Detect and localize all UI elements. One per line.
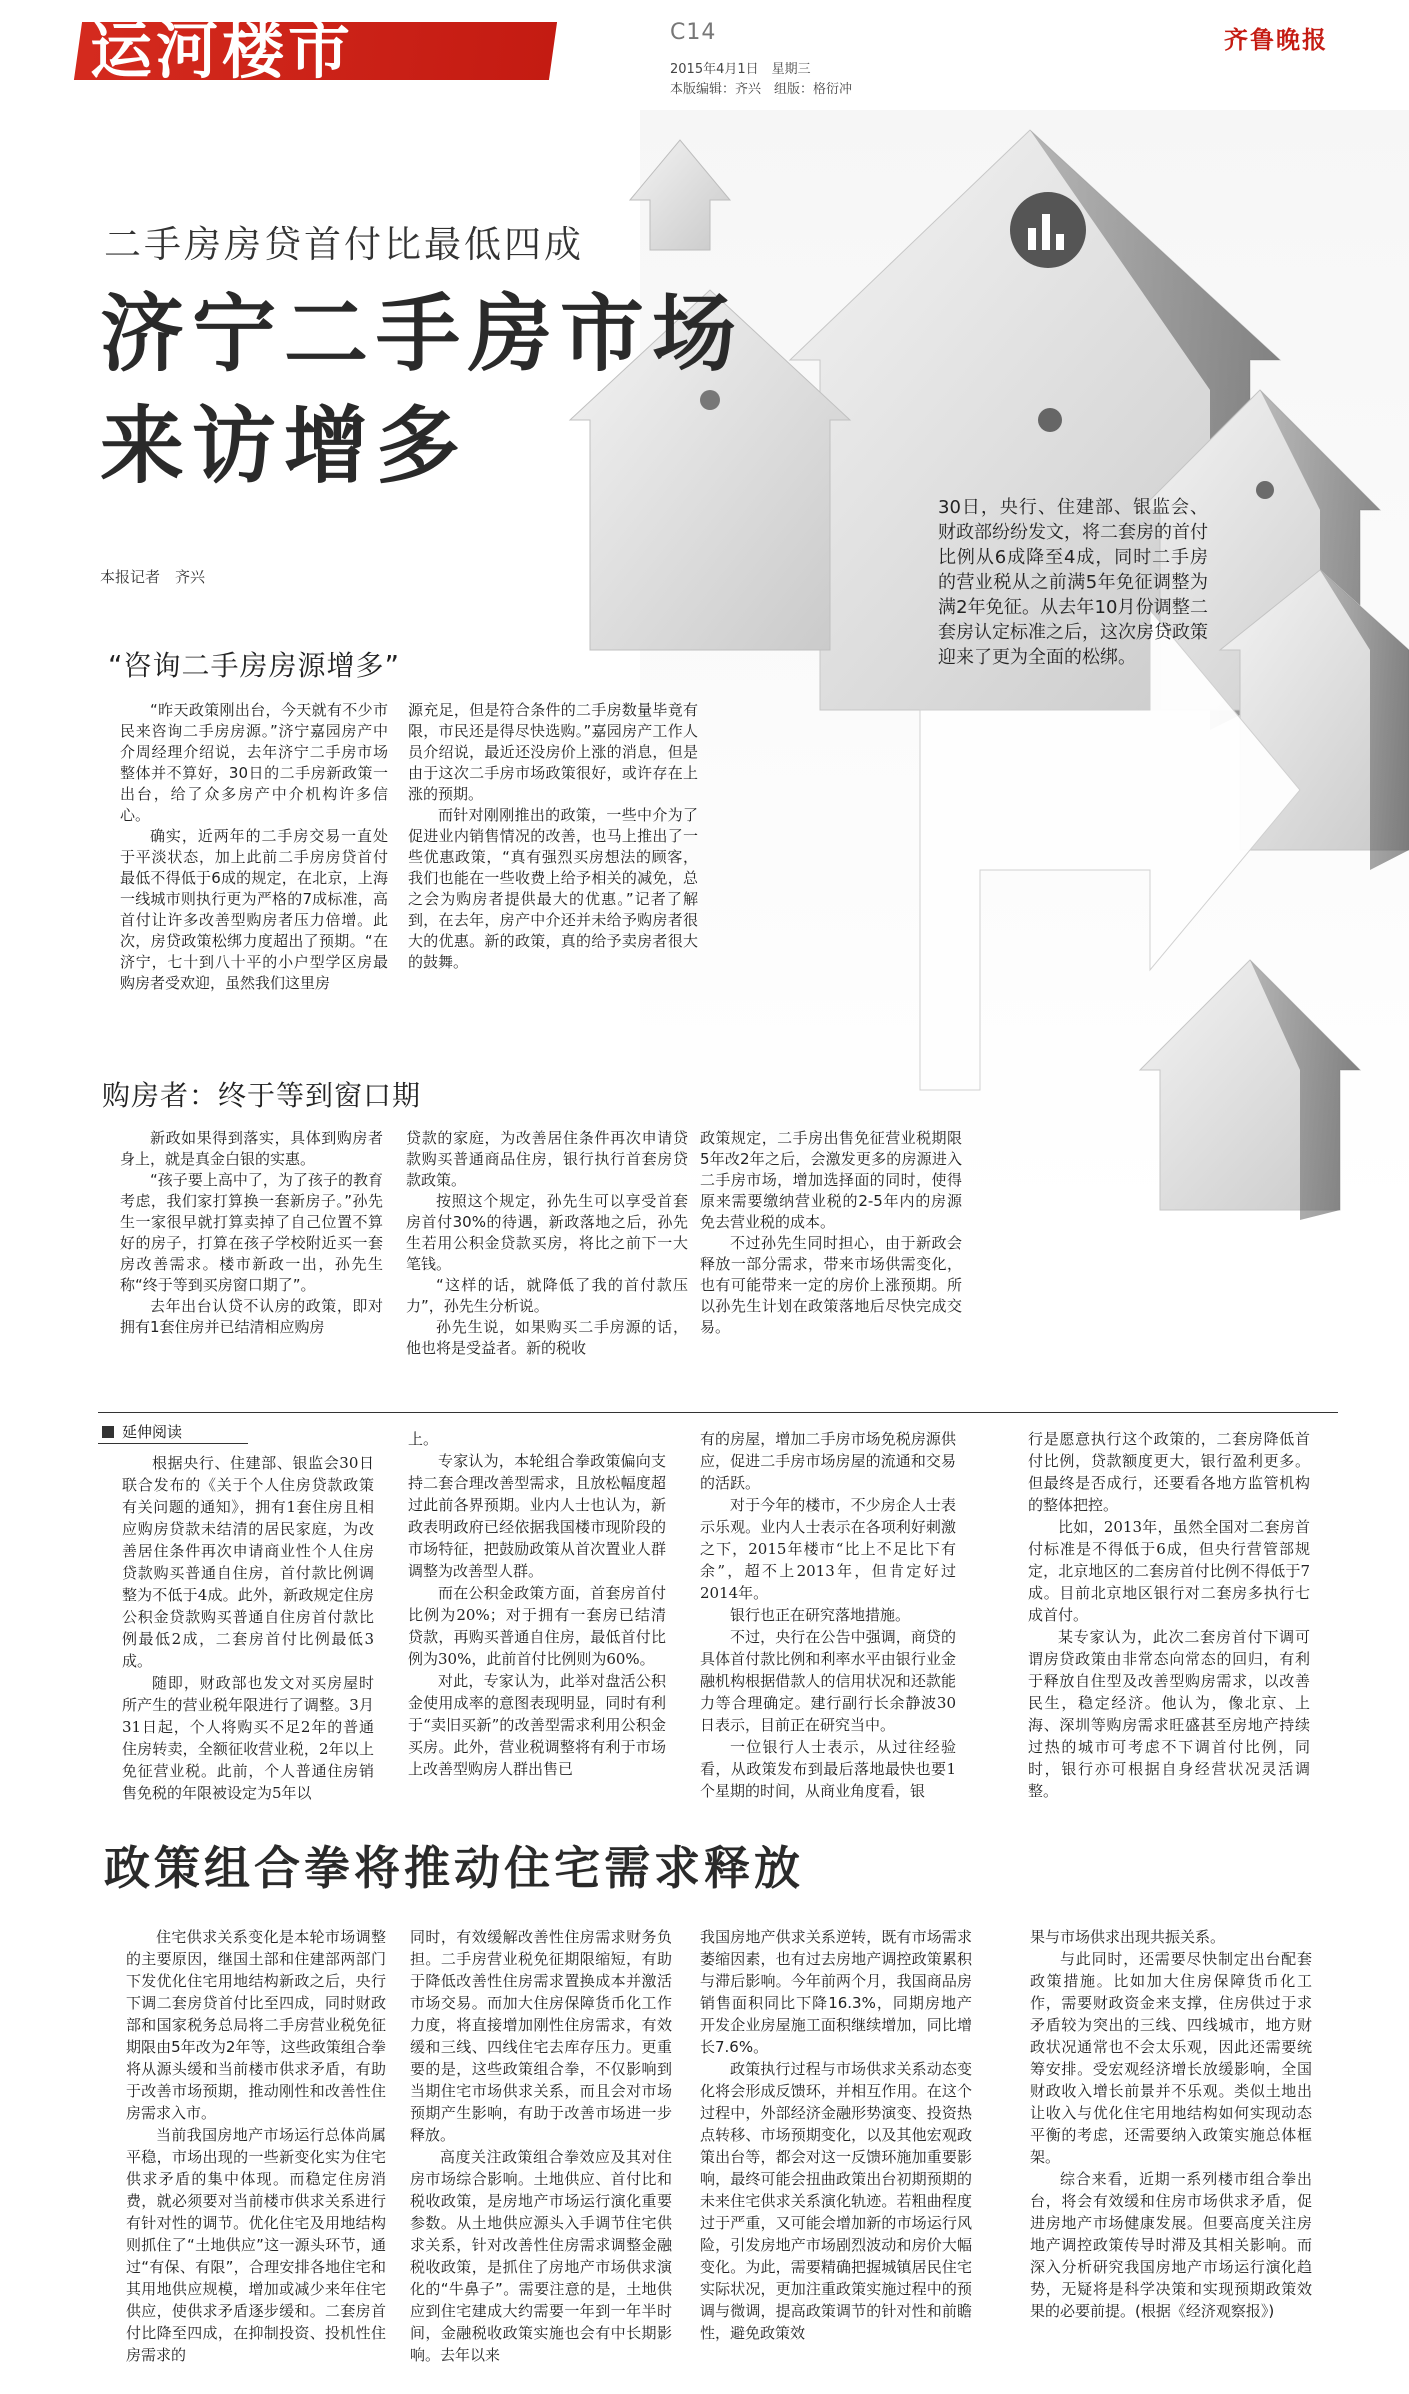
paragraph: 某专家认为，此次二套房首付下调可谓房贷政策由非常态向常态的回归，有利于释放自住型及改善型购房需求，以改善民生，稳定经济。他认为，像北京、上海、深圳等购房需求旺盛甚至房地产持续过热的城市可考虑不下调首付比例，同时，银行亦可根据自身经营状况灵活调整。 (1028, 1628, 1310, 1800)
kicker: 二手房房贷首付比最低四成 (104, 223, 584, 266)
date-line: 2015年4月1日 星期三 (670, 62, 811, 77)
divider (98, 1412, 1338, 1413)
paragraph: 银行也正在研究落地措施。 (730, 1606, 911, 1624)
lead-paragraph: 30日，央行、住建部、银监会、财政部纷纷发文，将二套房的首付比例从6成降至4成，同时二手房的营业税从之前满5年免征调整为满2年免征。从去年10月份调整二套房认定标准之后，这次房贷政策迎来了更为全面的松绑。 (938, 497, 1208, 668)
editor-line: 本版编辑：齐兴 组版：格衍冲 (670, 82, 853, 97)
paragraph: 一位银行人士表示，从过往经验看，从政策发布到最后落地最快也要1个星期的时间，从商业角度看，银 (700, 1738, 956, 1800)
section1-column-1 (120, 700, 388, 994)
paragraph: 新政如果得到落实，具体到购房者身上，就是真金白银的实惠。 (120, 1129, 383, 1168)
paragraph: 有的房屋，增加二手房市场免税房源供应，促进二手房市场房屋的流通和交易的活跃。 (700, 1430, 956, 1492)
paragraph: 孙先生说，如果购买二手房源的话，他也将是受益者。新的税收 (406, 1318, 688, 1357)
extended-reading-label: 延伸阅读 (98, 1420, 248, 1444)
subhead-inquiries: “咨询二手房房源增多” (108, 649, 401, 682)
paragraph: 对此，专家认为，此举对盘活公积金使用成率的意图表现明显，同时有利于“卖旧买新”的改善型需求利用公积金买房。此外，营业税调整将有利于市场上改善型购房人群出售已 (408, 1672, 666, 1778)
masthead (78, 14, 1338, 97)
paragraph: 贷款的家庭，为改善居住条件再次申请贷款购买普通商品住房，银行执行首套房贷款政策。 (406, 1129, 688, 1189)
paragraph: 而针对刚刚推出的政策，一些中介为了促进业内销售情况的改善，也马上推出了一些优惠政策，“真有强烈买房想法的顾客，我们也能在一些收费上给予相关的减免，总之会为购房者提供最大的优惠。”记者了解到，在去年，房产中介还并未给予购房者很大的优惠。新的政策，真的给予卖房者很大的鼓舞。 (408, 806, 698, 971)
section1-column-2 (408, 700, 698, 973)
paragraph: “孩子要上高中了，为了孩子的教育考虑，我们家打算换一套新房子。”孙先生一家很早就打算卖掉了自己位置不算好的房子，打算在孩子学校附近买一套房改善需求。楼市新政一出，孙先生称“终于等到买房窗口期了”。 (120, 1171, 383, 1294)
section2-column-1 (120, 1128, 383, 1338)
byline: 本报记者 齐兴 (100, 568, 206, 586)
paragraph: 政策规定，二手房出售免征营业税期限5年改2年之后，会激发更多的房源进入二手房市场，增加选择面的同时，使得原来需要缴纳营业税的2-5年内的房源免去营业税的成本。 (700, 1129, 962, 1231)
paragraph: 同时，有效缓解改善性住房需求财务负担。二手房营业税免征期限缩短，有助于降低改善性住房需求置换成本并激活市场交易。而加大住房保障货币化工作力度，将直接增加刚性住房需求，有效缓和三线、四线住宅去库存压力。更重要的是，这些政策组合拳，不仅影响到当期住宅市场供求关系，而且会对市场预期产生影响，有助于改善市场进一步释放。 (410, 1928, 672, 2144)
paragraph: “这样的话，就降低了我的首付款压力”，孙先生分析说。 (406, 1276, 688, 1315)
paragraph: 与此同时，还需要尽快制定出台配套政策措施。比如加大住房保障货币化工作，需要财政资金来支撑，住房供过于求矛盾较为突出的三线、四线城市，地方财政状况通常也不会太乐观，因此还需要统筹安排。受宏观经济增长放缓影响，全国财政收入增长前景并不乐观。类似土地出让收入与优化住宅用地结构如何实现动态平衡的考虑，还需要纳入政策实施总体框架。 (1030, 1950, 1312, 2166)
paragraph: 上。 (408, 1430, 439, 1448)
paragraph: 当前我国房地产市场运行总体尚属平稳，市场出现的一些新变化实为住宅供求矛盾的集中体现。而稳定住房消费，就必须要对当前楼市供求关系进行有针对性的调节。优化住宅及用地结构则抓住了“土地供应”这一源头环节，通过“有保、有限”，合理安排各地住宅和其用地供应规模，增加或减少来年住宅供应，使供求矛盾逐步缓和。二套房首付比降至四成，在抑制投资、投机性住房需求的 (126, 2126, 386, 2364)
paragraph: 根据央行、住建部、银监会30日联合发布的《关于个人住房贷款政策有关问题的通知》，拥有1套住房且相应购房贷款未结清的居民家庭，为改善居住条件再次申请商业性个人住房贷款购买普通自住房，首付款比例调整为不低于4成。此外，新政规定住房公积金贷款购买普通自住房首付款比例最低2成，二套房首付比例最低3成。 (122, 1454, 374, 1670)
page-number: C14 (670, 20, 717, 45)
paragraph: 去年出台认贷不认房的政策，即对拥有1套住房并已结清相应购房 (120, 1297, 383, 1336)
paragraph: 政策执行过程与市场供求关系动态变化将会形成反馈环，并相互作用。在这个过程中，外部经济金融形势演变、投资热点转移、市场预期变化，以及其他宏观政策出台等，都会对这一反馈环施加重要影响，最终可能会扭曲政策出台初期预期的未来住宅供求关系演化轨迹。若粗曲程度过于严重，又可能会增加新的市场运行风险，引发房地产市场剧烈波动和房价大幅变化。为此，需要精确把握城镇居民住宅实际状况，更加注重政策实施过程中的预调与微调，提高政策调节的针对性和前瞻性，避免政策效 (700, 2060, 972, 2342)
paragraph: 我国房地产供求关系逆转，既有市场需求萎缩因素，也有过去房地产调控政策累积与滞后影响。今年前两个月，我国商品房销售面积同比下降16.3%，同期房地产开发企业房屋施工面积继续增加，同比增长7.6%。 (700, 1928, 972, 2056)
paragraph: 住宅供求关系变化是本轮市场调整的主要原因，继国土部和住建部两部门下发优化住宅用地结构新政之后，央行下调二套房贷首付比至四成，同时财政部和国家税务总局将二手房营业税免征期限由5年改为2年等，这些政策组合拳将从源头缓和当前楼市供求矛盾，有助于改善市场预期，推动刚性和改善性住房需求入市。 (126, 1928, 386, 2122)
paragraph: 行是愿意执行这个政策的，二套房降低首付比例，贷款额度更大，银行盈利更多。但最终是否成行，还要看各地方监管机构的整体把控。 (1028, 1430, 1310, 1514)
paragraph: 按照这个规定，孙先生可以享受首套房首付30%的待遇，新政落地之后，孙先生若用公积金贷款买房，将比之前下一大笔钱。 (406, 1192, 688, 1273)
paragraph: 比如，2013年，虽然全国对二套房首付标准是不得低于6成，但央行营管部规定，北京地区的二套房首付比例不得低于7成。目前北京地区银行对二套房多执行七成首付。 (1028, 1518, 1310, 1624)
policy-column-2 (410, 1926, 672, 2366)
section2-column-3 (700, 1128, 962, 1338)
paragraph: 果与市场供求出现共振关系。 (1030, 1928, 1226, 1946)
policy-headline: 政策组合拳将推动住宅需求释放 (104, 1841, 804, 1895)
extended-column-2 (408, 1428, 666, 1780)
paragraph: 不过，央行在公告中强调，商贷的具体首付款比例和利率水平由银行业金融机构根据借款人的信用状况和还款能力等合理确定。建行副行长余静波30日表示，目前正在研究当中。 (700, 1628, 956, 1734)
headline-line-1: 济宁二手房市场 (100, 285, 745, 383)
headline (100, 278, 800, 502)
paragraph: 专家认为，本轮组合拳政策偏向支持二套合理改善型需求，且放松幅度超过此前各界预期。业内人士也认为，新政表明政府已经依据我国楼市现阶段的市场特征，把鼓励政策从首次置业人群调整为改善型人群。 (408, 1452, 666, 1580)
section2-column-2 (406, 1128, 688, 1359)
extended-column-1 (122, 1452, 374, 1804)
section-logo (78, 14, 553, 87)
headline-line-2: 来访增多 (100, 397, 469, 495)
paragraph: 确实，近两年的二手房交易一直处于平淡状态，加上此前二手房房贷首付最低不得低于6成的规定，在北京，上海一线城市则执行更为严格的7成标准，高首付让许多改善型购房者压力倍增。此次，房贷政策松绑力度超出了预期。“在济宁，七十到八十平的小户型学区房最购房者受欢迎，虽然我们这里房 (120, 827, 388, 992)
paragraph: 源充足，但是符合条件的二手房数量毕竟有限，市民还是得尽快选购。”嘉园房产工作人员介绍说，最近还没房价上涨的消息，但是由于这次二手房市场政策很好，或许存在上涨的预期。 (408, 701, 698, 803)
policy-column-4 (1030, 1926, 1312, 2322)
policy-column-1 (126, 1926, 386, 2366)
paragraph: 高度关注政策组合拳效应及其对住房市场综合影响。土地供应、首付比和税收政策，是房地产市场运行演化重要参数。从土地供应源头入手调节住宅供求关系，针对改善性住房需求调整金融税收政策，是抓住了房地产市场供求演化的“牛鼻子”。需要注意的是，土地供应到住宅建成大约需要一年到一年半时间，金融税收政策实施也会有中长期影响。去年以来 (410, 2148, 672, 2364)
paper-logo: 齐鲁晚报 (1224, 25, 1328, 54)
paragraph: “昨天政策刚出台，今天就有不少市民来咨询二手房房源。”济宁嘉园房产中介周经理介绍说，去年济宁二手房市场整体并不算好，30日的二手房新政策一出台，给了众多房产中介机构许多信心。 (120, 701, 388, 824)
paragraph: 随即，财政部也发文对买房屋时所产生的营业税年限进行了调整。3月31日起，个人将购买不足2年的普通住房转卖，全额征收营业税，2年以上免征营业税。此前，个人普通住房销售免税的年限被设定为5年以 (122, 1674, 374, 1802)
extended-column-4 (1028, 1428, 1310, 1802)
paragraph: 而在公积金政策方面，首套房首付比例为20%；对于拥有一套房已结清贷款，再购买普通自住房，最低首付比例为30%，此前首付比例则为60%。 (408, 1584, 666, 1668)
section-logo-text: 运河楼市 (90, 14, 355, 87)
paragraph: 综合来看，近期一系列楼市组合拳出台，将会有效缓和住房市场供求矛盾，促进房地产市场健康发展。但要高度关注房地产调控政策传导时滞及其相关影响。而深入分析研究我国房地产市场运行演化趋势，无疑将是科学决策和实现预期政策效果的必要前提。(根据《经济观察报》) (1030, 2170, 1312, 2320)
policy-column-3 (700, 1926, 972, 2344)
paragraph: 对于今年的楼市，不少房企人士表示乐观。业内人士表示在各项利好刺激之下，2015年楼市“比上不足比下有余”，超不上2013年，但肯定好过2014年。 (700, 1496, 956, 1602)
subhead-buyers: 购房者：终于等到窗口期 (102, 1079, 422, 1112)
paragraph: 不过孙先生同时担心，由于新政会释放一部分需求，带来市场供需变化，也有可能带来一定的房价上涨预期。所以孙先生计划在政策落地后尽快完成交易。 (700, 1234, 962, 1336)
extended-column-3 (700, 1428, 956, 1802)
